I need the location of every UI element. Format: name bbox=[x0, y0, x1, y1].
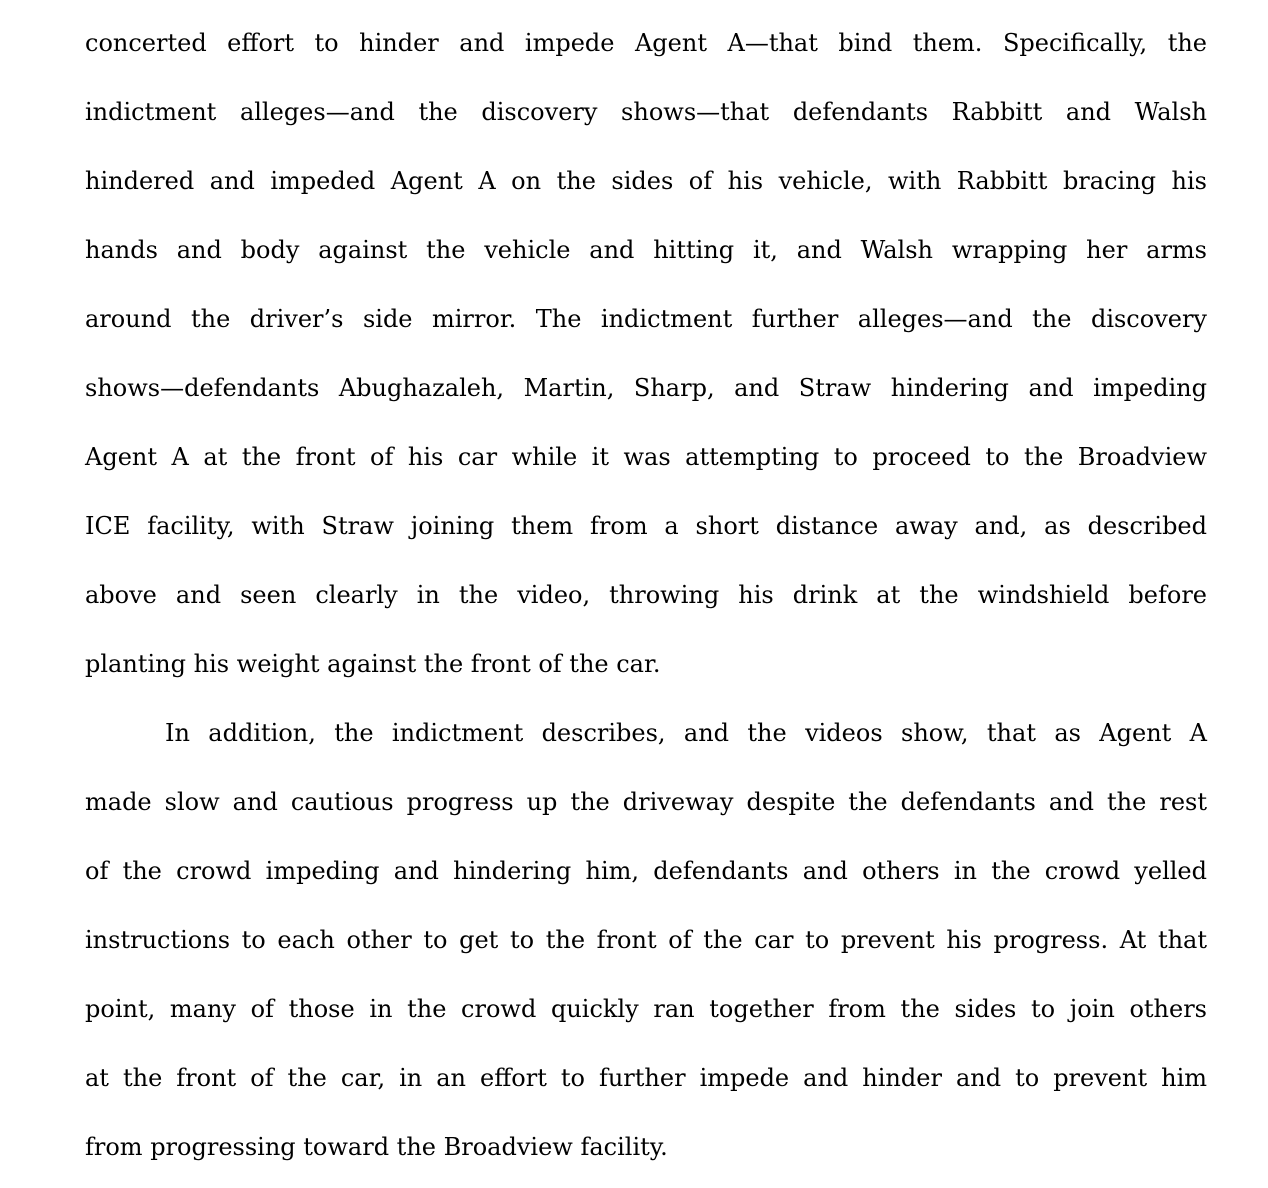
text-line: made slow and cautious progress up the driveway despite the defendants and the rest bbox=[85, 788, 1207, 816]
text-line: ICE facility, with Straw joining them from a short distance away and, as described bbox=[85, 512, 1207, 540]
paragraph-2 bbox=[85, 699, 1207, 1182]
paragraph-1 bbox=[85, 9, 1207, 699]
text-line: hands and body against the vehicle and hitting it, and Walsh wrapping her arms bbox=[85, 236, 1207, 264]
text-line: shows—defendants Abughazaleh, Martin, Sharp, and Straw hindering and impeding bbox=[85, 374, 1207, 402]
text-line: In addition, the indictment describes, and the videos show, that as Agent A bbox=[165, 719, 1207, 747]
text-line: above and seen clearly in the video, throwing his drink at the windshield before bbox=[85, 581, 1207, 609]
text-line: indictment alleges—and the discovery shows—that defendants Rabbitt and Walsh bbox=[85, 98, 1207, 126]
text-line: of the crowd impeding and hindering him, defendants and others in the crowd yelled bbox=[85, 857, 1207, 885]
text-line: point, many of those in the crowd quickly ran together from the sides to join others bbox=[85, 995, 1207, 1023]
text-line: planting his weight against the front of the car. bbox=[85, 650, 661, 678]
text-line: at the front of the car, in an effort to further impede and hinder and to prevent him bbox=[85, 1064, 1207, 1092]
text-line: from progressing toward the Broadview facility. bbox=[85, 1133, 668, 1161]
text-line: instructions to each other to get to the front of the car to prevent his progress. At that bbox=[85, 926, 1207, 954]
text-line: hindered and impeded Agent A on the sides of his vehicle, with Rabbitt bracing his bbox=[85, 167, 1207, 195]
text-line: Agent A at the front of his car while it was attempting to proceed to the Broadview bbox=[85, 443, 1207, 471]
text-line: concerted effort to hinder and impede Agent A—that bind them. Specifically, the bbox=[85, 29, 1207, 57]
document-body bbox=[85, 0, 1207, 1182]
text-line: around the driver’s side mirror. The indictment further alleges—and the discovery bbox=[85, 305, 1207, 333]
